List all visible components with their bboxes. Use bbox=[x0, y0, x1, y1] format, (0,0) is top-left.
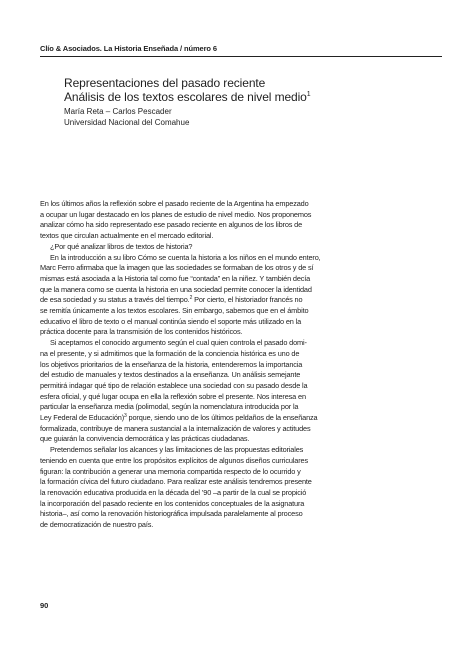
text-line: Pretendemos señalar los alcances y las limitaciones de las propuestas editoriales bbox=[50, 445, 304, 455]
text-line: práctica docente para la transmisión de los contenidos históricos. bbox=[40, 327, 243, 337]
text-line: esfera oficial, y qué lugar ocupa en ella la reflexión sobre el presente. Nos interesa en bbox=[40, 391, 306, 401]
text-line: educativo el libro de texto o el manual continúa siendo el soporte más utilizado en la bbox=[40, 316, 302, 326]
text-line: permitirá indagar qué tipo de relación establece una sociedad con su pasado desde la bbox=[40, 380, 308, 390]
paragraph-4 bbox=[40, 338, 443, 445]
text-line: que guiarán la convivencia democrática y las prácticas ciudadanas. bbox=[40, 434, 250, 444]
article-title-line-2: Análisis de los textos escolares de nivel medio$^1$ bbox=[64, 90, 311, 104]
text-line: la formación cívica del futuro ciudadano. Para realizar este análisis tendremos presente bbox=[40, 477, 312, 487]
body-text bbox=[40, 199, 443, 531]
article-affiliation: Universidad Nacional del Comahue bbox=[64, 118, 190, 127]
footnote-ref-3: 3 bbox=[124, 413, 127, 420]
text-line: se remitía únicamente a los textos escolares. Sin embargo, sabemos que en el ámbito bbox=[40, 306, 309, 316]
article-title-line-1: Representaciones del pasado reciente bbox=[64, 76, 266, 90]
text-line: Si aceptamos el conocido argumento según el cual quien controla el pasado domi- bbox=[50, 338, 307, 348]
paragraph-3 bbox=[40, 253, 443, 339]
text-line: particular la enseñanza media (polimodal, según la nomenclatura introducida por la bbox=[40, 402, 299, 412]
text-line: figuran: la contribución a generar una memoria compartida respecto de lo ocurrido y bbox=[40, 466, 301, 476]
article-authors: María Reta – Carlos Pescader bbox=[64, 107, 172, 116]
footnote-ref-2: 2 bbox=[189, 295, 193, 302]
paragraph-5 bbox=[40, 445, 443, 531]
text-line: textos que circulan actualmente en el mercado editorial. bbox=[40, 231, 214, 241]
text-line: En la introducción a su libro Cómo se cuenta la historia a los niños en el mundo entero, bbox=[50, 252, 321, 262]
text-line: a ocupar un lugar destacado en los planes de estudio de nivel medio. Nos proponemos bbox=[40, 209, 312, 219]
page-number: 90 bbox=[40, 601, 49, 610]
text-line: Ley Federal de Educación)$^3$ porque, siendo uno de los últimos peldaños de la enseñanza bbox=[40, 413, 318, 423]
text-line: del estudio de manuales y textos destinados a la enseñanza. Un análisis semejante bbox=[40, 370, 301, 380]
paragraph-2 bbox=[40, 242, 443, 253]
text-line: de democratización de nuestro país. bbox=[40, 520, 154, 530]
paragraph-1 bbox=[40, 199, 443, 242]
text-line: la incorporación del pasado reciente en los contenidos conceptuales de la asignatura bbox=[40, 498, 305, 508]
text-line: historia–, así como la renovación historiográfica impulsada paralelamente al proceso bbox=[40, 509, 303, 519]
text-line: los objetivos prioritarios de la enseñanza de la historia, entenderemos la importancia bbox=[40, 359, 303, 369]
text-line: mismas está asociada a la Historia tal como fue “contada” en la niñez. Y también decía bbox=[40, 273, 311, 283]
header-rule bbox=[40, 56, 442, 57]
text-line: na el presente, y si admitimos que la formación de la conciencia histórica es uno de bbox=[40, 348, 300, 358]
text-line: teniendo en cuenta que entre los propósitos explícitos de algunos diseños curriculares bbox=[40, 455, 308, 465]
text-line: formalizada, contribuye de manera sustancial a la internalización de valores y actitudes bbox=[40, 423, 311, 433]
text-line: que la manera como se cuenta la historia en una sociedad permite conocer la identidad bbox=[40, 284, 312, 294]
text-line: En los últimos años la reflexión sobre el pasado reciente de la Argentina ha empezado bbox=[40, 199, 309, 208]
text-line: Marc Ferro afirmaba que la imagen que las sociedades se formaban de los otros y de sí bbox=[40, 263, 314, 273]
article-heading bbox=[64, 76, 424, 128]
footnote-ref-1: 1 bbox=[306, 91, 311, 98]
text-line: ¿Por qué analizar libros de textos de historia? bbox=[50, 241, 193, 251]
text-line: de esa sociedad y su status a través del tiempo.$^2$ Por cierto, el historiador francés no bbox=[40, 295, 303, 305]
running-header: Clío & Asociados. La Historia Enseñada / número 6 bbox=[40, 44, 217, 53]
text-line: la renovación educativa producida en la década del ’90 –a partir de la cual se propició bbox=[40, 487, 307, 497]
text-line: analizar cómo ha sido representado ese pasado reciente en algunos de los libros de bbox=[40, 220, 303, 230]
